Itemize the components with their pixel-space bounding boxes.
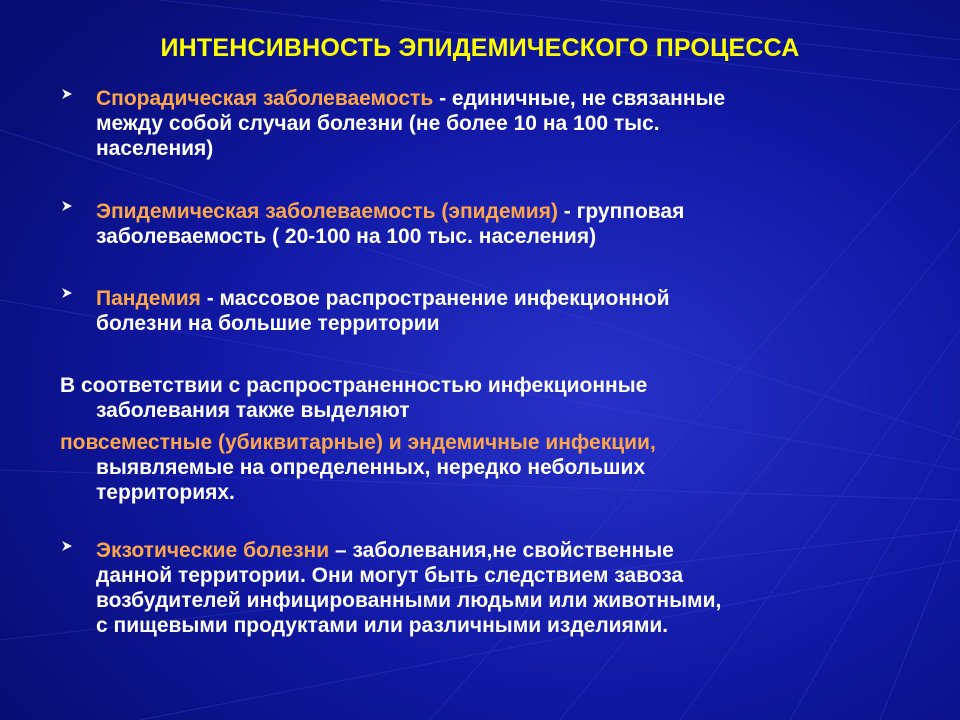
paragraph-endemic: [60, 430, 656, 505]
item-exotic-line1: – заболевания,не свойственные: [329, 539, 674, 562]
item-pandemic-line2: болезни на большие территории: [96, 312, 440, 335]
paragraph-line1: В соответствии с распространенностью инфекционные: [60, 374, 648, 397]
term-ubiquitous-endemic: повсеместные (убиквитарные) и эндемичные инфекции,: [60, 431, 656, 454]
arrow-bullet-icon: [60, 87, 74, 105]
arrow-bullet-icon: [60, 286, 74, 304]
paragraph2-line3: территориях.: [96, 481, 235, 504]
item-epidemic: [96, 199, 684, 249]
paragraph-distribution: [60, 373, 647, 423]
slide-title: ИНТЕНСИВНОСТЬ ЭПИДЕМИЧЕСКОГО ПРОЦЕССА: [160, 34, 800, 62]
item-sporadic: [96, 86, 725, 161]
item-epidemic-line2: заболеваемость ( 20-100 на 100 тыс. населения): [96, 225, 597, 248]
item-exotic-line3: возбудителей инфицированными людьми или животными,: [96, 589, 722, 612]
item-exotic: [96, 538, 721, 638]
paragraph2-line2: выявляемые на определенных, нередко небольших: [96, 456, 646, 479]
item-pandemic: [96, 286, 669, 336]
paragraph-line2: заболевания также выделяют: [96, 399, 410, 422]
arrow-bullet-icon: [60, 199, 74, 217]
item-exotic-line4: с пищевыми продуктами или различными изделиями.: [96, 614, 669, 637]
term-exotic: Экзотические болезни: [96, 539, 330, 562]
term-sporadic: Спорадическая заболеваемость: [96, 87, 434, 110]
term-epidemic: Эпидемическая заболеваемость (эпидемия): [96, 200, 558, 223]
arrow-bullet-icon: [60, 539, 74, 557]
item-sporadic-line3: населения): [96, 137, 214, 160]
item-exotic-line2: данной территории. Они могут быть следствием завоза: [96, 564, 684, 587]
item-epidemic-line1: - групповая: [557, 200, 685, 223]
term-pandemic: Пандемия: [96, 287, 201, 310]
item-sporadic-line2: между собой случаи болезни (не более 10 на 100 тыс.: [96, 112, 660, 135]
item-sporadic-line1: - единичные, не связанные: [433, 87, 726, 110]
item-pandemic-line1: - массовое распространение инфекционной: [200, 287, 670, 310]
